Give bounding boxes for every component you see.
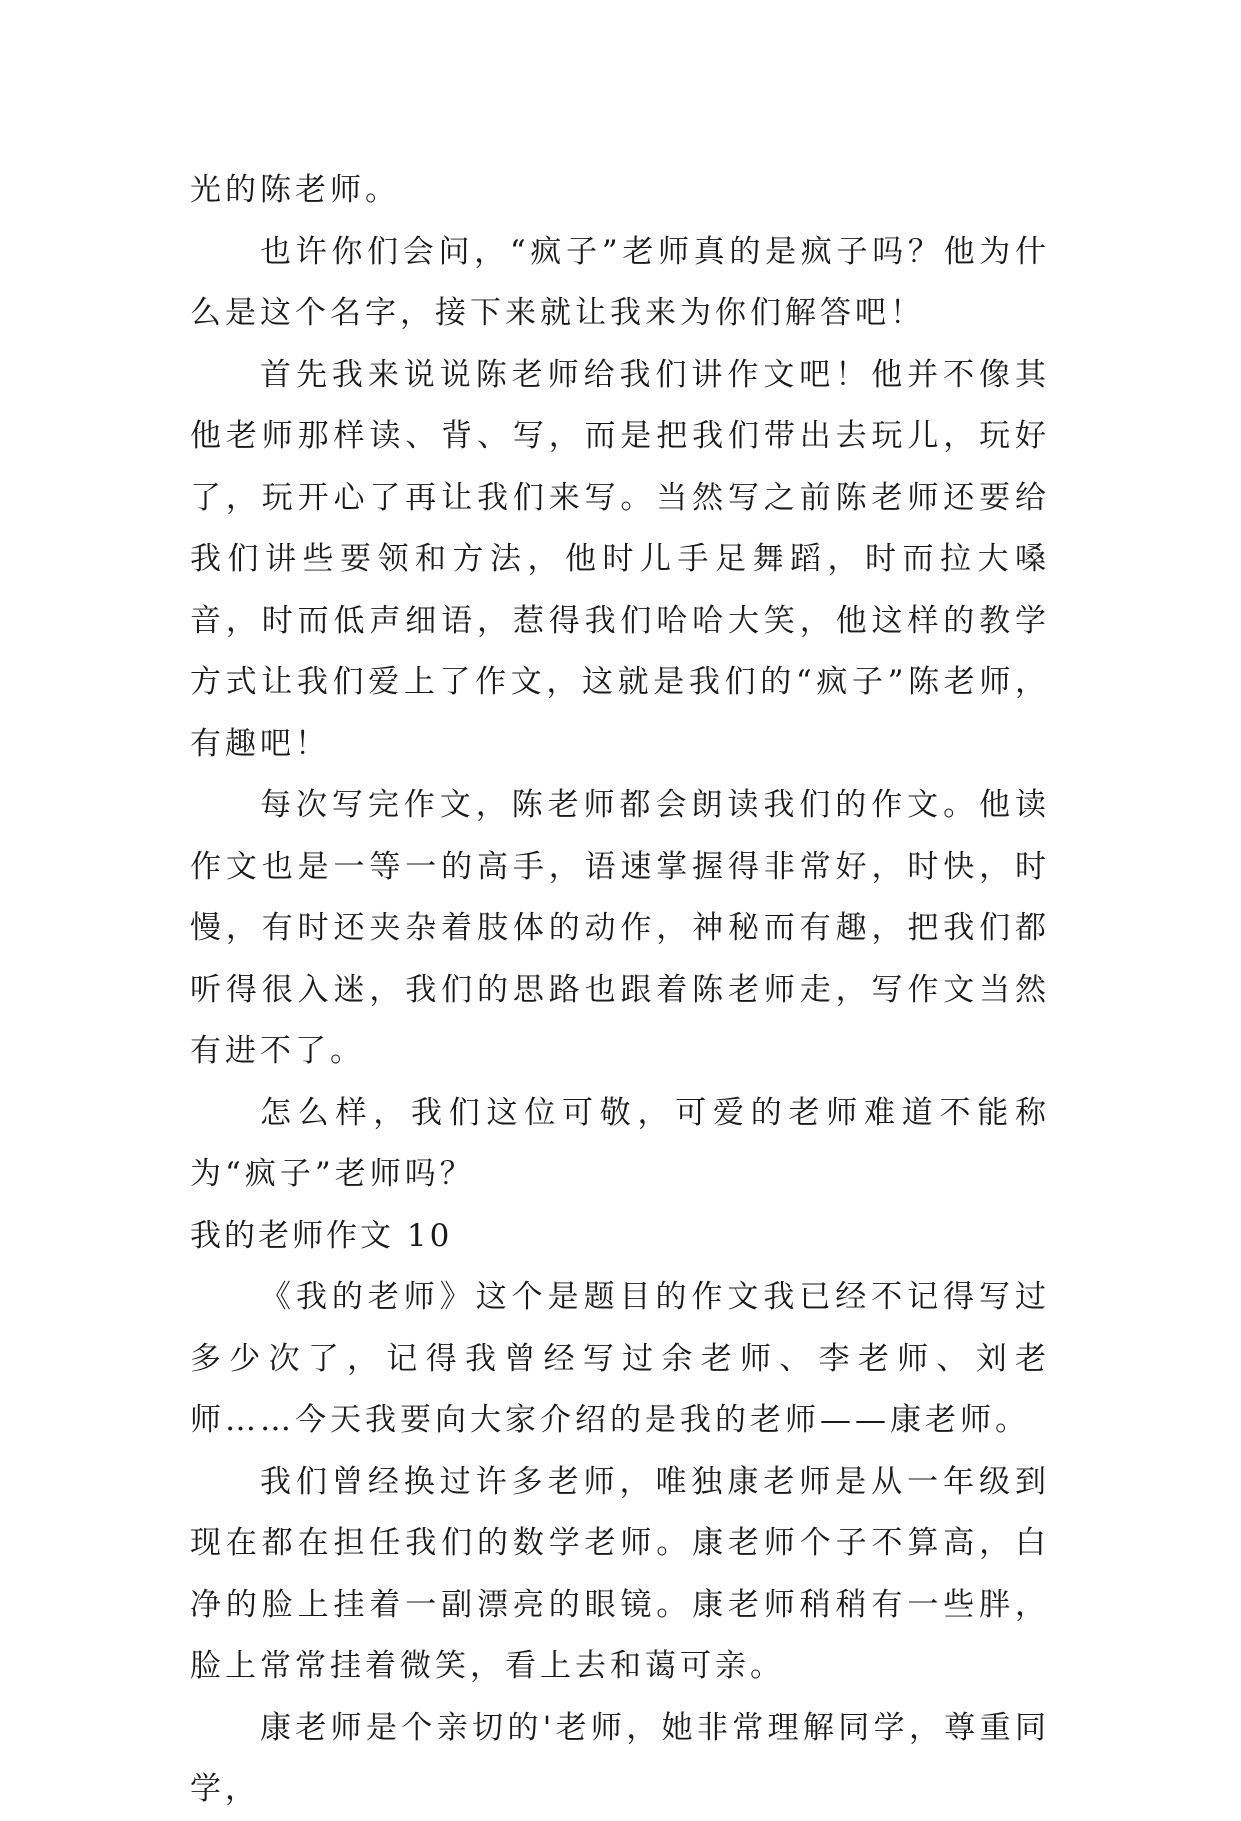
paragraph-3: 首先我来说说陈老师给我们讲作文吧！他并不像其他老师那样读、背、写，而是把我们带出去玩儿，玩好了，玩开心了再让我们来写。当然写之前陈老师还要给我们讲些要领和方法，他时儿手足舞蹈，时而拉大嗓音，时而低声细语，惹得我们哈哈大笑，他这样的教学方式让我们爱上了作文，这就是我们的“疯子”陈老师，有趣吧！ [190,356,1050,762]
paragraph-6: 《我的老师》这个是题目的作文我已经不记得写过多少次了，记得我曾经写过余老师、李老师、刘老师……今天我要向大家介绍的是我的老师——康老师。 [190,1279,1050,1438]
paragraph-1: 光的陈老师。 [190,172,400,208]
section-heading: 我的老师作文 10 [190,1217,453,1254]
document-body [190,160,1050,1821]
paragraph-7: 我们曾经换过许多老师，唯独康老师是从一年级到现在都在担任我们的数学老师。康老师个子不算高，白净的脸上挂着一副漂亮的眼镜。康老师稍稍有一些胖，脸上常常挂着微笑，看上去和蔼可亲。 [190,1463,1050,1684]
paragraph-5: 怎么样，我们这位可敬，可爱的老师难道不能称为“疯子”老师吗？ [190,1094,1050,1192]
paragraph-2: 也许你们会问，“疯子”老师真的是疯子吗？他为什么是这个名字，接下来就让我来为你们解答吧！ [190,233,1050,331]
paragraph-8: 康老师是个亲切的'老师，她非常理解同学，尊重同学， [190,1709,1050,1807]
paragraph-4: 每次写完作文，陈老师都会朗读我们的作文。他读作文也是一等一的高手，语速掌握得非常好，时快，时慢，有时还夹杂着肢体的动作，神秘而有趣，把我们都听得很入迷，我们的思路也跟着陈老师走，写作文当然有进不了。 [190,787,1050,1069]
